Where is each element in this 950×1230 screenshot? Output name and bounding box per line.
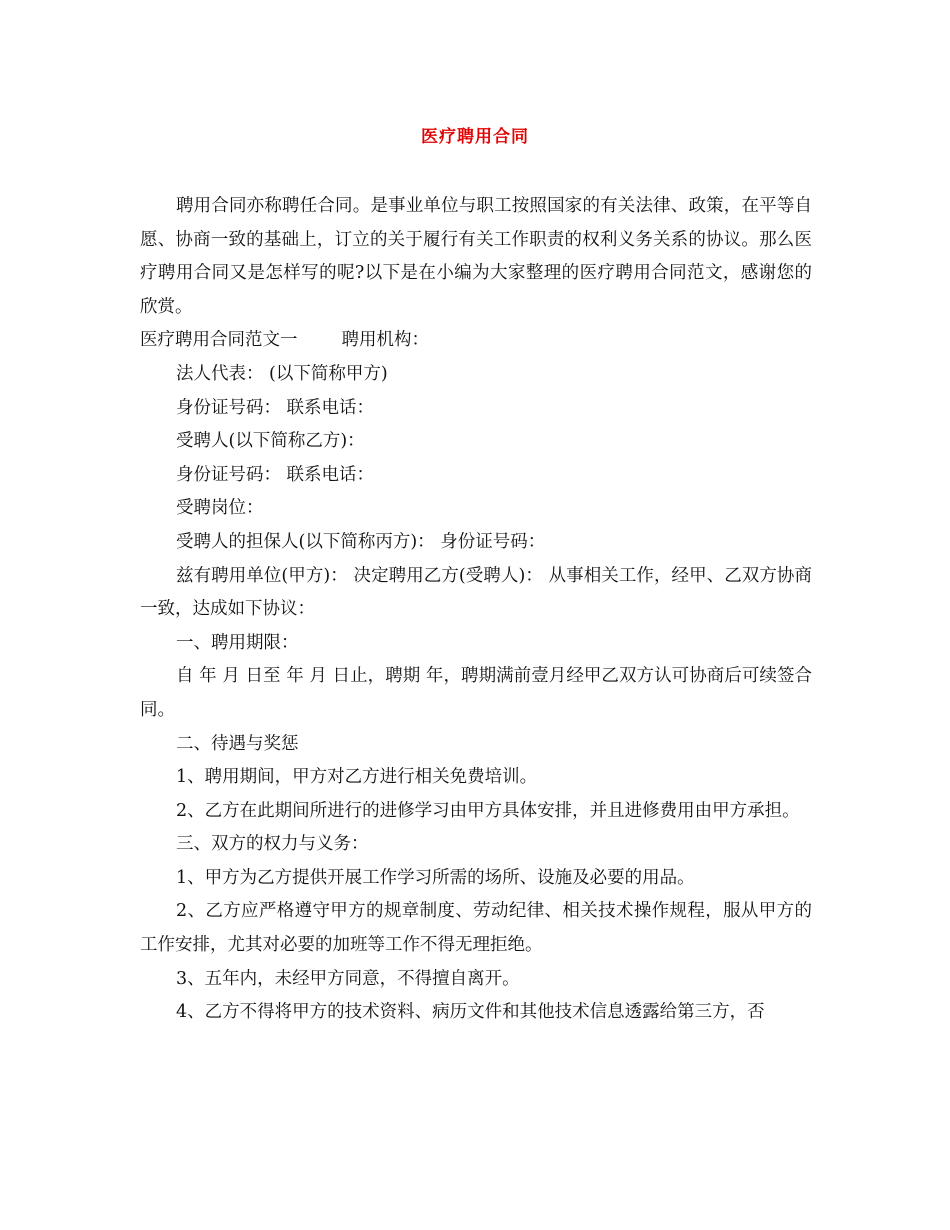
contract-clause: 1、甲方为乙方提供开展工作学习所需的场所、设施及必要的用品。 xyxy=(176,867,695,888)
contract-clause: 1、聘用期间，甲方对乙方进行相关免费培训。 xyxy=(176,767,538,788)
contract-line: 受聘人的担保人(以下简称丙方)： 身份证号码： xyxy=(176,531,546,552)
contract-line: 受聘人(以下简称乙方)： xyxy=(176,431,365,452)
section-heading: 二、待遇与奖惩 xyxy=(176,733,299,754)
page-title: 医疗聘用合同 xyxy=(421,127,529,147)
contract-clause: 2、乙方应严格遵守甲方的规章制度、劳动纪律、相关技术操作规程，服从甲方的工作安排，尤其对必要的加班等工作不得无理拒绝。 xyxy=(140,901,812,956)
contract-clause: 4、乙方不得将甲方的技术资料、病历文件和其他技术信息透露给第三方，否 xyxy=(176,1002,765,1023)
contract-line: 身份证号码： 联系电话： xyxy=(176,397,375,418)
sample-heading: 医疗聘用合同范文一 xyxy=(140,330,298,351)
contract-line: 兹有聘用单位(甲方)： 决定聘用乙方(受聘人)： 从事相关工作，经甲、乙双方协商一致，达成如下协议： xyxy=(140,565,812,620)
contract-line: 自 年 月 日至 年 月 日止，聘期 年，聘期满前壹月经甲乙双方认可协商后可续签合同。 xyxy=(140,666,812,720)
section-heading: 三、双方的权力与义务： xyxy=(176,834,369,855)
employer-label: 聘用机构： xyxy=(341,330,429,351)
contract-line: 法人代表： (以下简称甲方) xyxy=(176,363,388,384)
document-body xyxy=(140,190,812,1030)
contract-clause: 2、乙方在此期间所进行的进修学习由甲方具体安排，并且进修费用由甲方承担。 xyxy=(176,800,800,821)
contract-line: 受聘岗位： xyxy=(176,498,264,519)
section-heading: 一、聘用期限： xyxy=(176,632,299,653)
contract-clause: 3、五年内，未经甲方同意，不得擅自离开。 xyxy=(176,968,520,989)
contract-line: 身份证号码： 联系电话： xyxy=(176,464,375,485)
sample-heading-line xyxy=(140,324,812,358)
intro-paragraph: 聘用合同亦称聘任合同。是事业单位与职工按照国家的有关法律、政策，在平等自愿、协商一致的基础上，订立的关于履行有关工作职责的权利义务关系的协议。那么医疗聘用合同又是怎样写的呢?以下是在小编为大家整理的医疗聘用合同范文，感谢您的欣赏。 xyxy=(140,196,812,317)
